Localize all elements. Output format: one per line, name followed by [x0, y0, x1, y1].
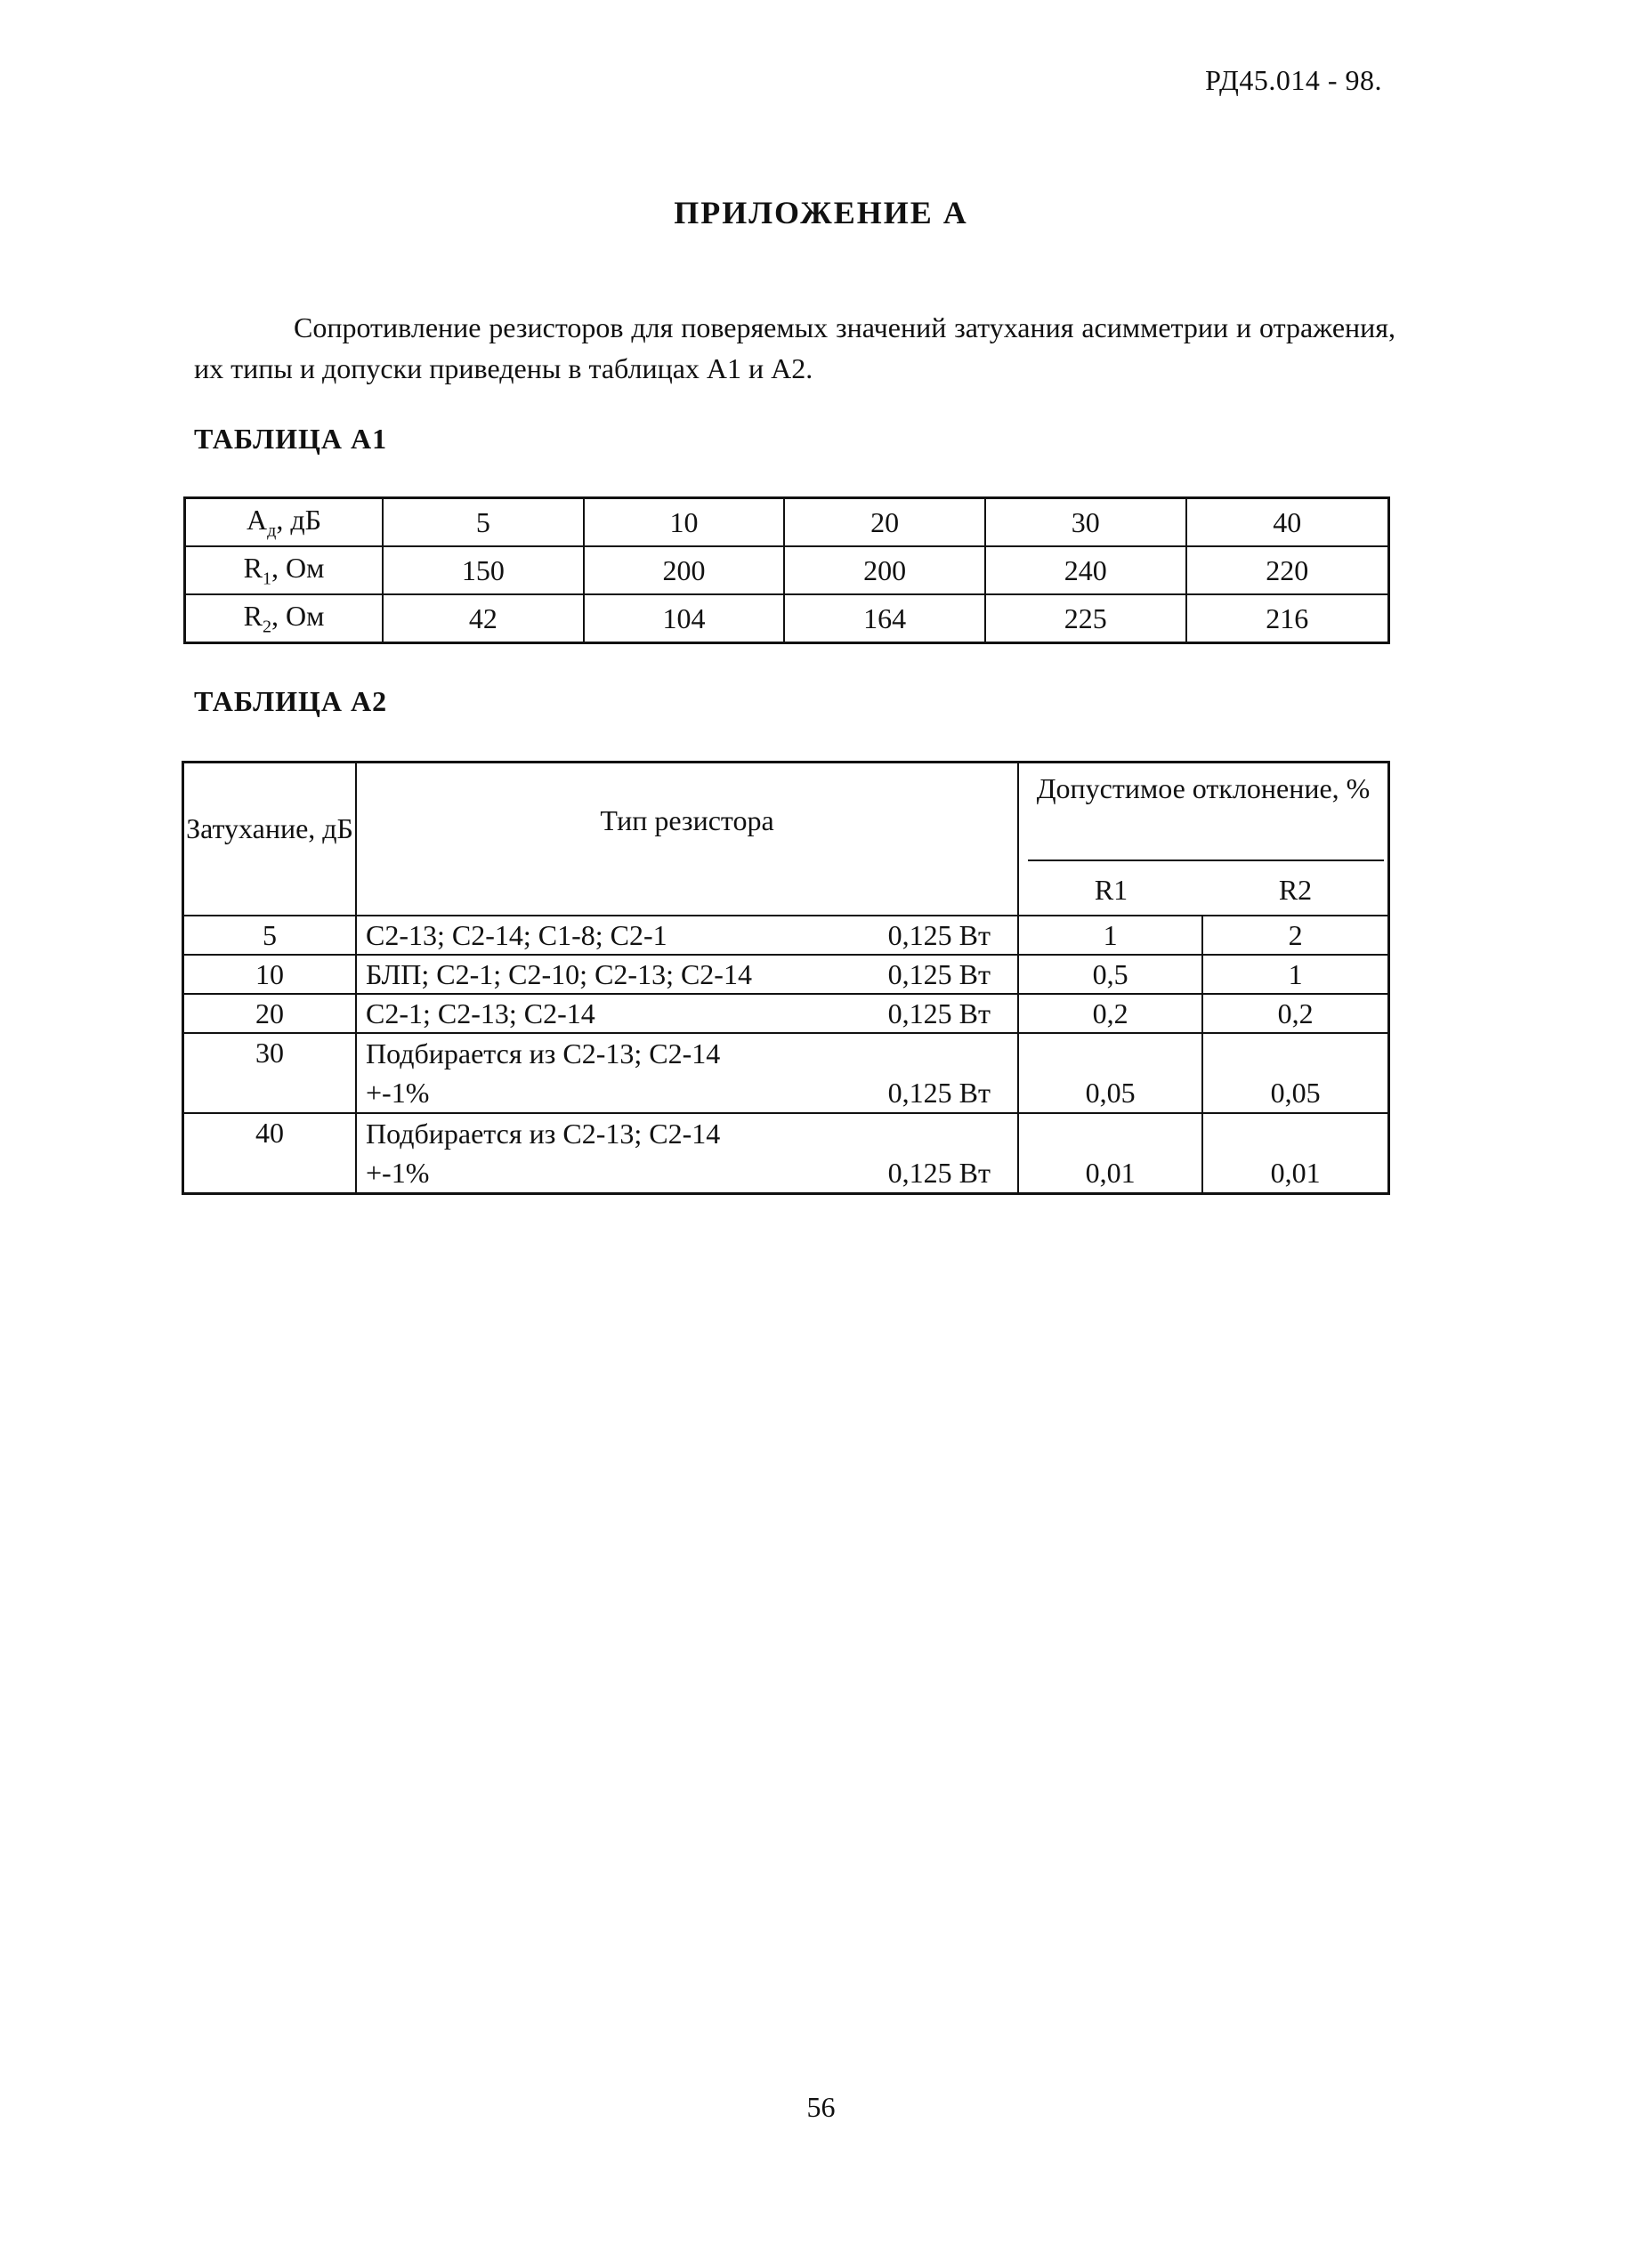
- table-cell: [356, 1113, 1018, 1194]
- table-cell: [1202, 916, 1388, 955]
- table-cell: [1018, 1033, 1202, 1113]
- table-cell: [356, 916, 1018, 955]
- table-cell: [356, 955, 1018, 994]
- table-a1: [183, 496, 1390, 644]
- table-cell: [183, 1113, 357, 1194]
- header-attenuation-label: Затухание, дБ: [186, 812, 353, 844]
- r2-value: 2: [1288, 919, 1303, 951]
- header-r2: R2: [1278, 874, 1313, 906]
- r1-value: 0,5: [1092, 958, 1128, 990]
- table-row: [183, 916, 1389, 955]
- table-cell: 150: [383, 546, 584, 594]
- header-r1: R1: [1094, 874, 1128, 906]
- r2-value: 1: [1288, 958, 1303, 990]
- tolerance-note: +-1%: [366, 1077, 430, 1109]
- r1-value: 0,2: [1092, 997, 1128, 1029]
- table-cell: 240: [985, 546, 1186, 594]
- table-cell: $R_2$, Ом: [185, 594, 384, 643]
- r1-value: 0,01: [1085, 1157, 1136, 1189]
- attenuation-value: 5: [263, 919, 277, 951]
- table-row: [185, 594, 1389, 643]
- r2-value: 0,2: [1277, 997, 1314, 1029]
- attenuation-value: 40: [255, 1117, 284, 1149]
- table-cell: 10: [584, 498, 785, 547]
- table-cell: 216: [1186, 594, 1389, 643]
- table-cell: [1018, 994, 1202, 1033]
- table-header-row: [183, 763, 1389, 916]
- attenuation-value: 30: [255, 1037, 284, 1069]
- appendix-title: ПРИЛОЖЕНИЕ А: [674, 195, 968, 230]
- table-cell: 200: [784, 546, 985, 594]
- document-code: РД45.014 - 98.: [1205, 64, 1382, 96]
- power-rating: 0,125 Вт: [887, 958, 991, 990]
- table-cell: 20: [784, 498, 985, 547]
- table-a1-title: ТАБЛИЦА А1: [194, 423, 388, 455]
- table-cell: 164: [784, 594, 985, 643]
- table-cell: [1018, 916, 1202, 955]
- table-cell: [183, 955, 357, 994]
- header-deviation-label: Допустимое отклонение, %: [1036, 772, 1371, 804]
- intro-text: Сопротивление резисторов для поверяемых значений затухания асимметрии и отражения, их типы и допуски приведены в таблицах А1 и А2.: [194, 311, 1395, 384]
- table-cell: [1202, 955, 1388, 994]
- intro-paragraph: [194, 307, 1395, 389]
- table-cell: 200: [584, 546, 785, 594]
- attenuation-value: 20: [255, 997, 284, 1029]
- table-a2: [182, 761, 1390, 1195]
- table-cell: 220: [1186, 546, 1389, 594]
- table-cell: [1018, 955, 1202, 994]
- table-cell: 42: [383, 594, 584, 643]
- table-row: [183, 994, 1389, 1033]
- header-deviation: [1018, 763, 1389, 916]
- r2-value: 0,01: [1270, 1157, 1321, 1189]
- table-cell: 40: [1186, 498, 1389, 547]
- header-resistor-type-label: Тип резистора: [600, 804, 774, 836]
- table-cell: [183, 916, 357, 955]
- table-row: [185, 498, 1389, 547]
- table-cell: [1202, 994, 1388, 1033]
- table-cell: [356, 1033, 1018, 1113]
- table-row: [183, 1033, 1389, 1113]
- table-cell: [183, 994, 357, 1033]
- table-cell: [183, 1033, 357, 1113]
- table-row: [185, 546, 1389, 594]
- table-a2-title: ТАБЛИЦА А2: [194, 685, 388, 717]
- table-cell: 104: [584, 594, 785, 643]
- table-row: [183, 1113, 1389, 1194]
- table-cell: [1018, 1113, 1202, 1194]
- resistor-type: Подбирается из С2-13; С2-14: [366, 1118, 721, 1150]
- r1-value: 1: [1103, 919, 1118, 951]
- attenuation-value: 10: [255, 958, 284, 990]
- resistor-type: С2-13; С2-14; С1-8; С2-1: [366, 919, 667, 951]
- header-attenuation: [183, 763, 357, 916]
- table-cell: [1202, 1033, 1388, 1113]
- table-cell: [356, 994, 1018, 1033]
- power-rating: 0,125 Вт: [887, 919, 991, 951]
- table-cell: [1202, 1113, 1388, 1194]
- resistor-type: БЛП; С2-1; С2-10; С2-13; С2-14: [366, 958, 752, 990]
- resistor-type: Подбирается из С2-13; С2-14: [366, 1037, 721, 1069]
- header-resistor-type: [356, 763, 1018, 916]
- table-row: [183, 955, 1389, 994]
- power-rating: 0,125 Вт: [887, 997, 991, 1029]
- r2-value: 0,05: [1270, 1077, 1321, 1109]
- table-cell: $А_д$, дБ: [185, 498, 384, 547]
- r1-value: 0,05: [1085, 1077, 1136, 1109]
- table-cell: $R_1$, Ом: [185, 546, 384, 594]
- resistor-type: С2-1; С2-13; С2-14: [366, 997, 595, 1029]
- tolerance-note: +-1%: [366, 1157, 430, 1189]
- power-rating: 0,125 Вт: [887, 1077, 991, 1109]
- page-number: 56: [806, 2091, 836, 2123]
- table-cell: 5: [383, 498, 584, 547]
- power-rating: 0,125 Вт: [887, 1157, 991, 1189]
- table-cell: 30: [985, 498, 1186, 547]
- table-cell: 225: [985, 594, 1186, 643]
